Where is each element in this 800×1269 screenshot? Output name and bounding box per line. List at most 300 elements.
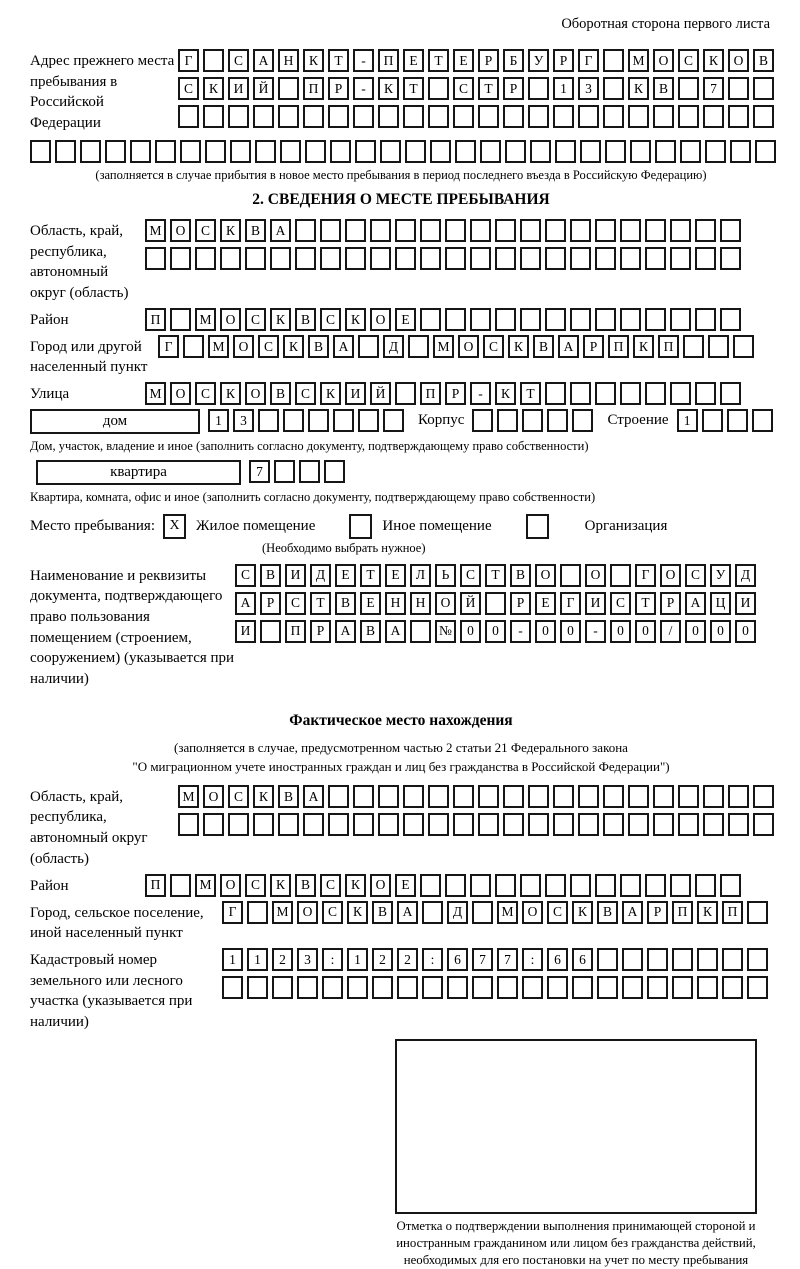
grid-cell[interactable]: [278, 77, 299, 100]
stay-type-checkbox-residential[interactable]: X: [163, 514, 186, 539]
grid-cell[interactable]: К: [633, 335, 654, 358]
grid-cell[interactable]: 7: [249, 460, 270, 483]
grid-cell[interactable]: №: [435, 620, 456, 643]
grid-cell[interactable]: [705, 140, 726, 163]
grid-cell[interactable]: [722, 976, 743, 999]
grid-cell[interactable]: А: [622, 901, 643, 924]
grid-cell[interactable]: 2: [397, 948, 418, 971]
grid-cell[interactable]: [570, 219, 591, 242]
grid-cell[interactable]: [328, 105, 349, 128]
grid-cell[interactable]: Р: [478, 49, 499, 72]
grid-cell[interactable]: А: [685, 592, 706, 615]
grid-cell[interactable]: [455, 140, 476, 163]
grid-cell[interactable]: [470, 874, 491, 897]
grid-cell[interactable]: [545, 219, 566, 242]
grid-cell[interactable]: [755, 140, 776, 163]
grid-cell[interactable]: [170, 308, 191, 331]
grid-cell[interactable]: Е: [360, 592, 381, 615]
grid-cell[interactable]: Н: [410, 592, 431, 615]
grid-cell[interactable]: С: [228, 49, 249, 72]
grid-cell[interactable]: [370, 247, 391, 270]
grid-cell[interactable]: [595, 382, 616, 405]
grid-cell[interactable]: [595, 308, 616, 331]
grid-cell[interactable]: [520, 247, 541, 270]
grid-cell[interactable]: 7: [497, 948, 518, 971]
grid-cell[interactable]: [603, 105, 624, 128]
grid-cell[interactable]: Т: [310, 592, 331, 615]
grid-cell[interactable]: С: [178, 77, 199, 100]
grid-cell[interactable]: Т: [428, 49, 449, 72]
grid-cell[interactable]: [672, 948, 693, 971]
grid-cell[interactable]: [445, 308, 466, 331]
grid-cell[interactable]: О: [203, 785, 224, 808]
grid-cell[interactable]: О: [522, 901, 543, 924]
grid-cell[interactable]: [383, 409, 404, 432]
grid-cell[interactable]: [453, 785, 474, 808]
grid-cell[interactable]: [620, 219, 641, 242]
grid-cell[interactable]: [670, 382, 691, 405]
grid-cell[interactable]: С: [547, 901, 568, 924]
grid-cell[interactable]: В: [533, 335, 554, 358]
grid-cell[interactable]: [495, 874, 516, 897]
grid-cell[interactable]: [260, 620, 281, 643]
grid-cell[interactable]: 1: [347, 948, 368, 971]
grid-cell[interactable]: [708, 335, 729, 358]
grid-cell[interactable]: К: [378, 77, 399, 100]
grid-cell[interactable]: Т: [520, 382, 541, 405]
grid-cell[interactable]: [472, 409, 493, 432]
grid-cell[interactable]: [520, 219, 541, 242]
grid-cell[interactable]: [653, 813, 674, 836]
grid-cell[interactable]: К: [697, 901, 718, 924]
grid-cell[interactable]: С: [685, 564, 706, 587]
grid-cell[interactable]: [247, 901, 268, 924]
grid-cell[interactable]: [378, 813, 399, 836]
grid-cell[interactable]: Р: [583, 335, 604, 358]
grid-cell[interactable]: М: [272, 901, 293, 924]
grid-cell[interactable]: М: [208, 335, 229, 358]
grid-cell[interactable]: [720, 219, 741, 242]
grid-cell[interactable]: [178, 813, 199, 836]
grid-cell[interactable]: В: [653, 77, 674, 100]
grid-cell[interactable]: [728, 77, 749, 100]
grid-cell[interactable]: М: [433, 335, 454, 358]
grid-cell[interactable]: [447, 976, 468, 999]
grid-cell[interactable]: 0: [735, 620, 756, 643]
grid-cell[interactable]: [578, 785, 599, 808]
grid-cell[interactable]: [747, 901, 768, 924]
grid-cell[interactable]: [203, 813, 224, 836]
grid-cell[interactable]: [570, 308, 591, 331]
grid-cell[interactable]: [378, 105, 399, 128]
grid-cell[interactable]: [610, 564, 631, 587]
grid-cell[interactable]: К: [703, 49, 724, 72]
grid-cell[interactable]: [145, 247, 166, 270]
grid-cell[interactable]: М: [145, 219, 166, 242]
grid-cell[interactable]: [403, 105, 424, 128]
grid-cell[interactable]: О: [220, 308, 241, 331]
grid-cell[interactable]: О: [653, 49, 674, 72]
grid-cell[interactable]: [645, 874, 666, 897]
grid-cell[interactable]: [372, 976, 393, 999]
grid-cell[interactable]: Т: [403, 77, 424, 100]
grid-cell[interactable]: С: [483, 335, 504, 358]
grid-cell[interactable]: П: [285, 620, 306, 643]
grid-cell[interactable]: [105, 140, 126, 163]
grid-cell[interactable]: [505, 140, 526, 163]
grid-cell[interactable]: [680, 140, 701, 163]
grid-cell[interactable]: И: [735, 592, 756, 615]
grid-cell[interactable]: П: [722, 901, 743, 924]
grid-cell[interactable]: Р: [660, 592, 681, 615]
grid-cell[interactable]: [603, 49, 624, 72]
grid-cell[interactable]: [703, 813, 724, 836]
grid-cell[interactable]: С: [678, 49, 699, 72]
grid-cell[interactable]: Е: [403, 49, 424, 72]
grid-cell[interactable]: [753, 813, 774, 836]
grid-cell[interactable]: [245, 247, 266, 270]
grid-cell[interactable]: [547, 976, 568, 999]
grid-cell[interactable]: Т: [485, 564, 506, 587]
grid-cell[interactable]: [620, 382, 641, 405]
grid-cell[interactable]: [308, 409, 329, 432]
grid-cell[interactable]: [703, 105, 724, 128]
grid-cell[interactable]: 6: [572, 948, 593, 971]
grid-cell[interactable]: [703, 785, 724, 808]
grid-cell[interactable]: М: [178, 785, 199, 808]
grid-cell[interactable]: Р: [445, 382, 466, 405]
grid-cell[interactable]: В: [753, 49, 774, 72]
grid-cell[interactable]: [678, 105, 699, 128]
grid-cell[interactable]: П: [145, 874, 166, 897]
grid-cell[interactable]: -: [353, 77, 374, 100]
grid-cell[interactable]: [747, 976, 768, 999]
grid-cell[interactable]: [497, 409, 518, 432]
grid-cell[interactable]: 0: [685, 620, 706, 643]
grid-cell[interactable]: [478, 813, 499, 836]
grid-cell[interactable]: Р: [553, 49, 574, 72]
grid-cell[interactable]: Д: [447, 901, 468, 924]
grid-cell[interactable]: [628, 105, 649, 128]
grid-cell[interactable]: М: [497, 901, 518, 924]
grid-cell[interactable]: П: [378, 49, 399, 72]
grid-cell[interactable]: [220, 247, 241, 270]
grid-cell[interactable]: П: [672, 901, 693, 924]
grid-cell[interactable]: [203, 49, 224, 72]
grid-cell[interactable]: [597, 976, 618, 999]
grid-cell[interactable]: [695, 219, 716, 242]
grid-cell[interactable]: М: [628, 49, 649, 72]
grid-cell[interactable]: [180, 140, 201, 163]
grid-cell[interactable]: К: [253, 785, 274, 808]
grid-cell[interactable]: [747, 948, 768, 971]
grid-cell[interactable]: [678, 77, 699, 100]
grid-cell[interactable]: [728, 105, 749, 128]
grid-cell[interactable]: К: [572, 901, 593, 924]
grid-cell[interactable]: 0: [635, 620, 656, 643]
grid-cell[interactable]: [274, 460, 295, 483]
grid-cell[interactable]: [720, 308, 741, 331]
grid-cell[interactable]: К: [283, 335, 304, 358]
grid-cell[interactable]: [328, 813, 349, 836]
grid-cell[interactable]: К: [347, 901, 368, 924]
grid-cell[interactable]: [720, 382, 741, 405]
grid-cell[interactable]: [603, 813, 624, 836]
grid-cell[interactable]: [695, 308, 716, 331]
grid-cell[interactable]: 0: [535, 620, 556, 643]
grid-cell[interactable]: М: [145, 382, 166, 405]
grid-cell[interactable]: К: [320, 382, 341, 405]
grid-cell[interactable]: 1: [222, 948, 243, 971]
grid-cell[interactable]: К: [508, 335, 529, 358]
grid-cell[interactable]: [528, 105, 549, 128]
grid-cell[interactable]: [378, 785, 399, 808]
grid-cell[interactable]: К: [345, 874, 366, 897]
grid-cell[interactable]: [722, 948, 743, 971]
grid-cell[interactable]: В: [295, 874, 316, 897]
grid-cell[interactable]: [530, 140, 551, 163]
grid-cell[interactable]: [345, 247, 366, 270]
grid-cell[interactable]: [545, 874, 566, 897]
grid-cell[interactable]: [395, 247, 416, 270]
grid-cell[interactable]: О: [535, 564, 556, 587]
grid-cell[interactable]: О: [728, 49, 749, 72]
grid-cell[interactable]: С: [195, 219, 216, 242]
grid-cell[interactable]: В: [372, 901, 393, 924]
grid-cell[interactable]: Р: [328, 77, 349, 100]
grid-cell[interactable]: [478, 105, 499, 128]
grid-cell[interactable]: [528, 77, 549, 100]
grid-cell[interactable]: Е: [385, 564, 406, 587]
grid-cell[interactable]: Р: [310, 620, 331, 643]
grid-cell[interactable]: [395, 219, 416, 242]
grid-cell[interactable]: А: [333, 335, 354, 358]
grid-cell[interactable]: [358, 335, 379, 358]
grid-cell[interactable]: С: [322, 901, 343, 924]
grid-cell[interactable]: [528, 785, 549, 808]
grid-cell[interactable]: В: [278, 785, 299, 808]
grid-cell[interactable]: Б: [503, 49, 524, 72]
grid-cell[interactable]: [520, 874, 541, 897]
grid-cell[interactable]: С: [245, 874, 266, 897]
grid-cell[interactable]: О: [370, 308, 391, 331]
grid-cell[interactable]: -: [585, 620, 606, 643]
grid-cell[interactable]: 7: [703, 77, 724, 100]
grid-cell[interactable]: [752, 409, 773, 432]
grid-cell[interactable]: С: [453, 77, 474, 100]
grid-cell[interactable]: О: [245, 382, 266, 405]
grid-cell[interactable]: [728, 813, 749, 836]
grid-cell[interactable]: Т: [635, 592, 656, 615]
grid-cell[interactable]: [497, 976, 518, 999]
grid-cell[interactable]: [230, 140, 251, 163]
grid-cell[interactable]: И: [285, 564, 306, 587]
grid-cell[interactable]: [670, 247, 691, 270]
grid-cell[interactable]: С: [460, 564, 481, 587]
grid-cell[interactable]: Д: [735, 564, 756, 587]
grid-cell[interactable]: [480, 140, 501, 163]
grid-cell[interactable]: [605, 140, 626, 163]
grid-cell[interactable]: [495, 247, 516, 270]
grid-cell[interactable]: [655, 140, 676, 163]
grid-cell[interactable]: [205, 140, 226, 163]
grid-cell[interactable]: [130, 140, 151, 163]
grid-cell[interactable]: [408, 335, 429, 358]
grid-cell[interactable]: [253, 813, 274, 836]
grid-cell[interactable]: А: [385, 620, 406, 643]
grid-cell[interactable]: С: [195, 382, 216, 405]
grid-cell[interactable]: Т: [478, 77, 499, 100]
grid-cell[interactable]: -: [470, 382, 491, 405]
grid-cell[interactable]: [247, 976, 268, 999]
grid-cell[interactable]: [697, 976, 718, 999]
grid-cell[interactable]: [578, 813, 599, 836]
grid-cell[interactable]: [545, 247, 566, 270]
grid-cell[interactable]: Е: [335, 564, 356, 587]
grid-cell[interactable]: Д: [310, 564, 331, 587]
grid-cell[interactable]: Г: [578, 49, 599, 72]
grid-cell[interactable]: О: [370, 874, 391, 897]
grid-cell[interactable]: [603, 77, 624, 100]
grid-cell[interactable]: [295, 219, 316, 242]
grid-cell[interactable]: [720, 247, 741, 270]
grid-cell[interactable]: Л: [410, 564, 431, 587]
grid-cell[interactable]: К: [220, 219, 241, 242]
grid-cell[interactable]: [422, 976, 443, 999]
grid-cell[interactable]: [228, 105, 249, 128]
grid-cell[interactable]: /: [660, 620, 681, 643]
grid-cell[interactable]: В: [360, 620, 381, 643]
grid-cell[interactable]: [645, 308, 666, 331]
grid-cell[interactable]: П: [420, 382, 441, 405]
grid-cell[interactable]: [470, 308, 491, 331]
grid-cell[interactable]: 0: [485, 620, 506, 643]
grid-cell[interactable]: [353, 105, 374, 128]
grid-cell[interactable]: [345, 219, 366, 242]
grid-cell[interactable]: [522, 976, 543, 999]
grid-cell[interactable]: А: [303, 785, 324, 808]
grid-cell[interactable]: [545, 382, 566, 405]
grid-cell[interactable]: [727, 409, 748, 432]
grid-cell[interactable]: С: [285, 592, 306, 615]
grid-cell[interactable]: И: [345, 382, 366, 405]
grid-cell[interactable]: Р: [647, 901, 668, 924]
grid-cell[interactable]: [445, 247, 466, 270]
grid-cell[interactable]: [645, 219, 666, 242]
grid-cell[interactable]: [405, 140, 426, 163]
grid-cell[interactable]: [720, 874, 741, 897]
grid-cell[interactable]: [358, 409, 379, 432]
grid-cell[interactable]: [322, 976, 343, 999]
stay-type-checkbox-organization[interactable]: [526, 514, 549, 539]
grid-cell[interactable]: С: [258, 335, 279, 358]
grid-cell[interactable]: О: [435, 592, 456, 615]
grid-cell[interactable]: [578, 105, 599, 128]
grid-cell[interactable]: А: [335, 620, 356, 643]
grid-cell[interactable]: [445, 874, 466, 897]
grid-cell[interactable]: [228, 813, 249, 836]
grid-cell[interactable]: :: [522, 948, 543, 971]
grid-cell[interactable]: 3: [297, 948, 318, 971]
grid-cell[interactable]: [420, 219, 441, 242]
grid-cell[interactable]: Н: [385, 592, 406, 615]
grid-cell[interactable]: Г: [560, 592, 581, 615]
grid-cell[interactable]: [55, 140, 76, 163]
grid-cell[interactable]: Й: [253, 77, 274, 100]
grid-cell[interactable]: Г: [158, 335, 179, 358]
grid-cell[interactable]: [630, 140, 651, 163]
grid-cell[interactable]: [503, 813, 524, 836]
grid-cell[interactable]: [347, 976, 368, 999]
grid-cell[interactable]: [730, 140, 751, 163]
grid-cell[interactable]: [278, 105, 299, 128]
grid-cell[interactable]: [430, 140, 451, 163]
grid-cell[interactable]: К: [628, 77, 649, 100]
grid-cell[interactable]: Г: [635, 564, 656, 587]
grid-cell[interactable]: [410, 620, 431, 643]
grid-cell[interactable]: [620, 874, 641, 897]
grid-cell[interactable]: [495, 308, 516, 331]
grid-cell[interactable]: Н: [278, 49, 299, 72]
grid-cell[interactable]: [453, 105, 474, 128]
grid-cell[interactable]: О: [585, 564, 606, 587]
grid-cell[interactable]: А: [253, 49, 274, 72]
grid-cell[interactable]: [678, 813, 699, 836]
grid-cell[interactable]: [324, 460, 345, 483]
grid-cell[interactable]: С: [320, 308, 341, 331]
stay-type-checkbox-other[interactable]: [349, 514, 372, 539]
grid-cell[interactable]: В: [597, 901, 618, 924]
grid-cell[interactable]: -: [353, 49, 374, 72]
grid-cell[interactable]: К: [495, 382, 516, 405]
grid-cell[interactable]: [570, 874, 591, 897]
grid-cell[interactable]: С: [245, 308, 266, 331]
grid-cell[interactable]: П: [608, 335, 629, 358]
grid-cell[interactable]: [445, 219, 466, 242]
grid-cell[interactable]: Р: [510, 592, 531, 615]
grid-cell[interactable]: 6: [447, 948, 468, 971]
grid-cell[interactable]: [270, 247, 291, 270]
grid-cell[interactable]: Д: [383, 335, 404, 358]
grid-cell[interactable]: [183, 335, 204, 358]
grid-cell[interactable]: [553, 105, 574, 128]
grid-cell[interactable]: Е: [535, 592, 556, 615]
grid-cell[interactable]: А: [270, 219, 291, 242]
grid-cell[interactable]: К: [270, 308, 291, 331]
grid-cell[interactable]: П: [658, 335, 679, 358]
grid-cell[interactable]: [572, 409, 593, 432]
grid-cell[interactable]: В: [260, 564, 281, 587]
grid-cell[interactable]: [178, 105, 199, 128]
grid-cell[interactable]: [695, 247, 716, 270]
grid-cell[interactable]: 7: [472, 948, 493, 971]
grid-cell[interactable]: [355, 140, 376, 163]
grid-cell[interactable]: [420, 874, 441, 897]
grid-cell[interactable]: [503, 785, 524, 808]
grid-cell[interactable]: В: [308, 335, 329, 358]
grid-cell[interactable]: [547, 409, 568, 432]
grid-cell[interactable]: Е: [453, 49, 474, 72]
grid-cell[interactable]: 3: [578, 77, 599, 100]
grid-cell[interactable]: :: [322, 948, 343, 971]
grid-cell[interactable]: [155, 140, 176, 163]
grid-cell[interactable]: 1: [677, 409, 698, 432]
grid-cell[interactable]: [272, 976, 293, 999]
grid-cell[interactable]: [330, 140, 351, 163]
grid-cell[interactable]: Р: [503, 77, 524, 100]
grid-cell[interactable]: А: [558, 335, 579, 358]
grid-cell[interactable]: [353, 813, 374, 836]
